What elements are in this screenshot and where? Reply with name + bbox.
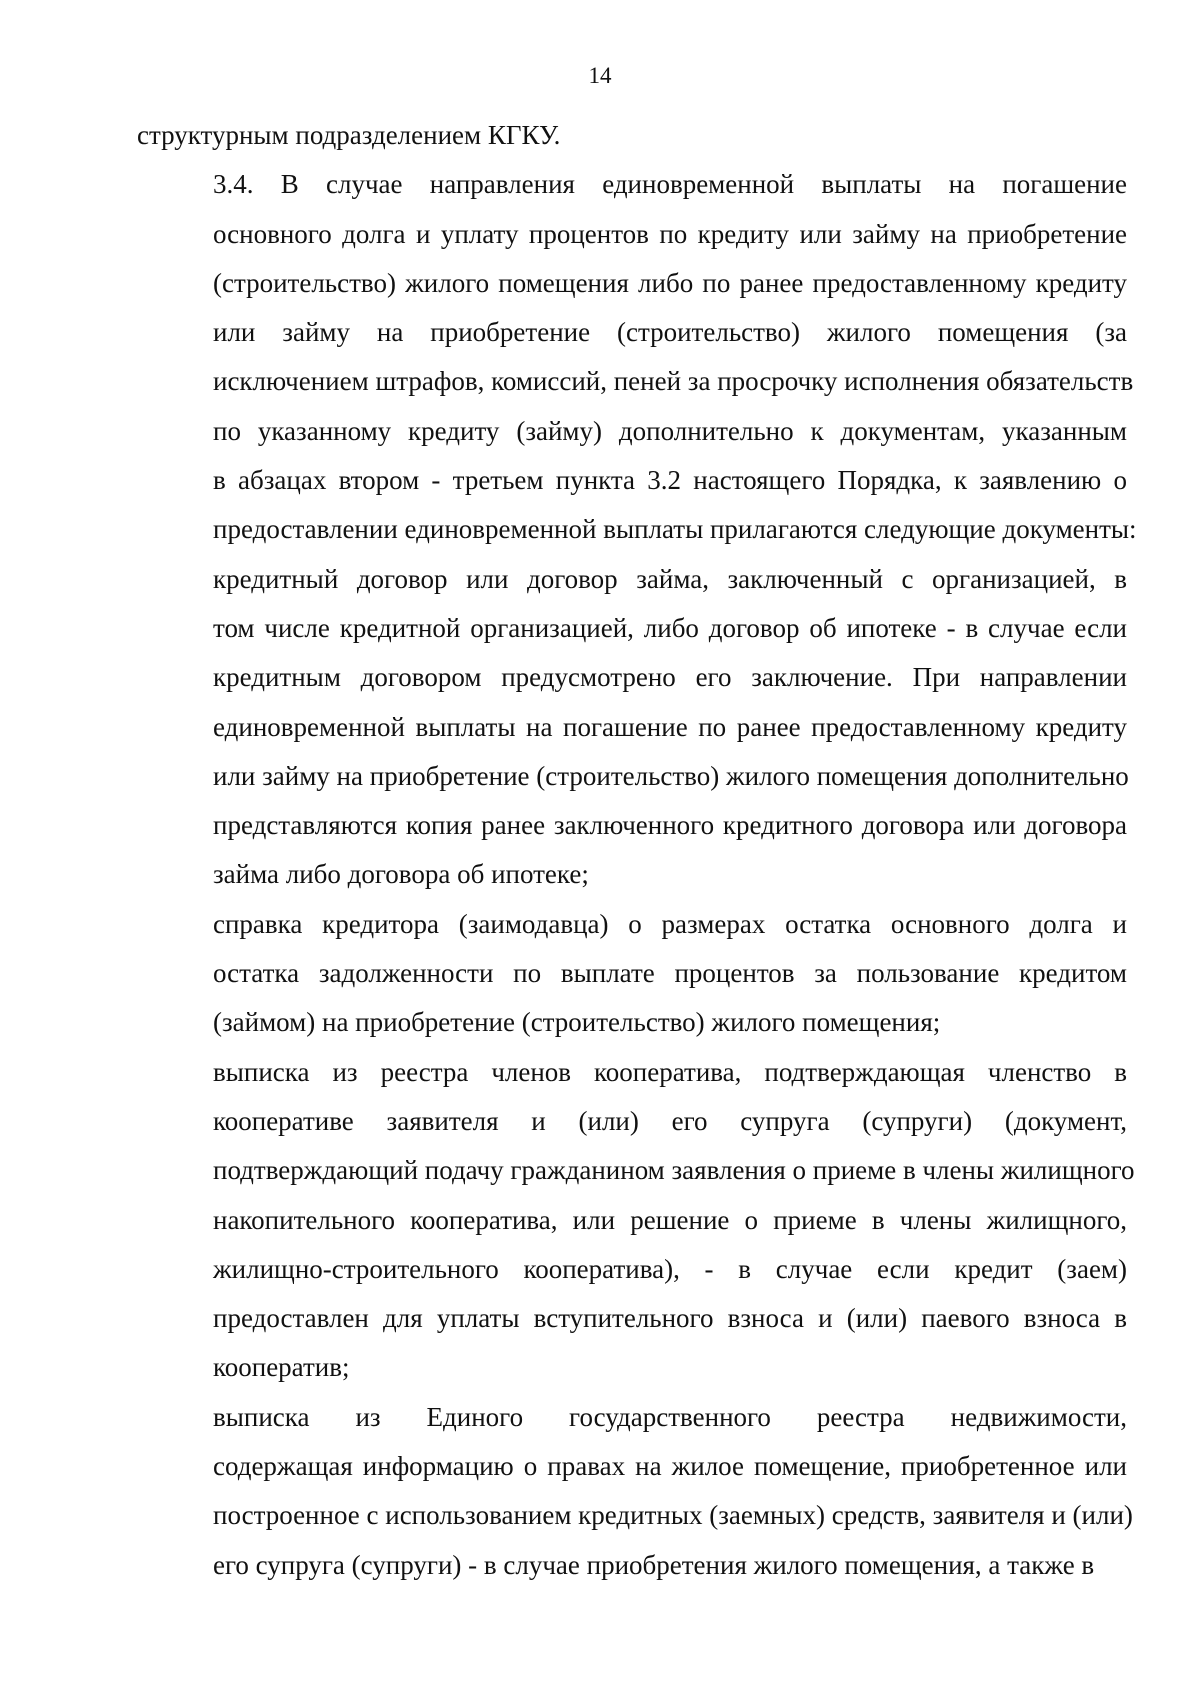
text-line: по указанному кредиту (займу) дополнительно к документам, указанным	[213, 415, 1127, 446]
text-line: представляются копия ранее заключенного кредитного договора или договора	[213, 810, 1127, 841]
text-line: построенное с использованием кредитных (заемных) средств, заявителя и (или)	[213, 1500, 1133, 1531]
text-line: его супруга (супруги) - в случае приобретения жилого помещения, а также в	[213, 1549, 1095, 1580]
text-line: единовременной выплаты на погашение по ранее предоставленному кредиту	[213, 711, 1127, 742]
text-line: предоставлении единовременной выплаты прилагаются следующие документы:	[213, 514, 1137, 545]
text-line: (строительство) жилого помещения либо по ранее предоставленному кредиту	[213, 267, 1127, 298]
text-line: накопительного кооператива, или решение о приеме в члены жилищного,	[213, 1204, 1127, 1235]
text-line: 3.4. В случае направления единовременной выплаты на погашение	[213, 169, 1127, 200]
text-line: выписка из реестра членов кооператива, подтверждающая членство в	[213, 1056, 1127, 1087]
paragraph	[137, 555, 1127, 900]
text-line: том числе кредитной организацией, либо договор об ипотеке - в случае если	[213, 612, 1127, 643]
text-line: кредитным договором предусмотрено его заключение. При направлении	[213, 662, 1127, 693]
text-line: кооперативе заявителя и (или) его супруга (супруги) (документ,	[213, 1105, 1127, 1136]
document-body	[137, 111, 1137, 1590]
text-line: остатка задолженности по выплате процентов за пользование кредитом	[213, 958, 1127, 989]
text-line: содержащая информацию о правах на жилое помещение, приобретенное или	[213, 1451, 1127, 1482]
text-line: кредитный договор или договор займа, заключенный с организацией, в	[213, 563, 1127, 594]
text-line: справка кредитора (заимодавца) о размерах остатка основного долга и	[213, 908, 1127, 939]
text-line: (займом) на приобретение (строительство) жилого помещения;	[213, 1007, 941, 1038]
text-line: структурным подразделением КГКУ.	[137, 120, 561, 150]
text-line: подтверждающий подачу гражданином заявления о приеме в члены жилищного	[213, 1155, 1135, 1186]
text-line: основного долга и уплату процентов по кредиту или займу на приобретение	[213, 218, 1127, 249]
text-line: выписка из Единого государственного реестра недвижимости,	[213, 1401, 1127, 1432]
paragraph	[137, 900, 1127, 1048]
text-line: или займу на приобретение (строительство) жилого помещения (за	[213, 317, 1127, 348]
text-line: жилищно-строительного кооператива), - в случае если кредит (заем)	[213, 1253, 1127, 1284]
text-line: предоставлен для уплаты вступительного взноса и (или) паевого взноса в	[213, 1303, 1127, 1334]
text-line: в абзацах втором - третьем пункта 3.2 настоящего Порядка, к заявлению о	[213, 465, 1127, 496]
text-line: кооператив;	[213, 1352, 350, 1383]
paragraph	[137, 1393, 1133, 1590]
text-line: или займу на приобретение (строительство) жилого помещения дополнительно	[213, 760, 1129, 791]
text-line: исключением штрафов, комиссий, пеней за просрочку исполнения обязательств	[213, 366, 1134, 397]
paragraph	[137, 160, 1137, 554]
text-line: займа либо договора об ипотеке;	[213, 859, 589, 890]
paragraph	[137, 111, 1127, 160]
page-number: 14	[588, 63, 612, 88]
paragraph	[137, 1048, 1135, 1393]
